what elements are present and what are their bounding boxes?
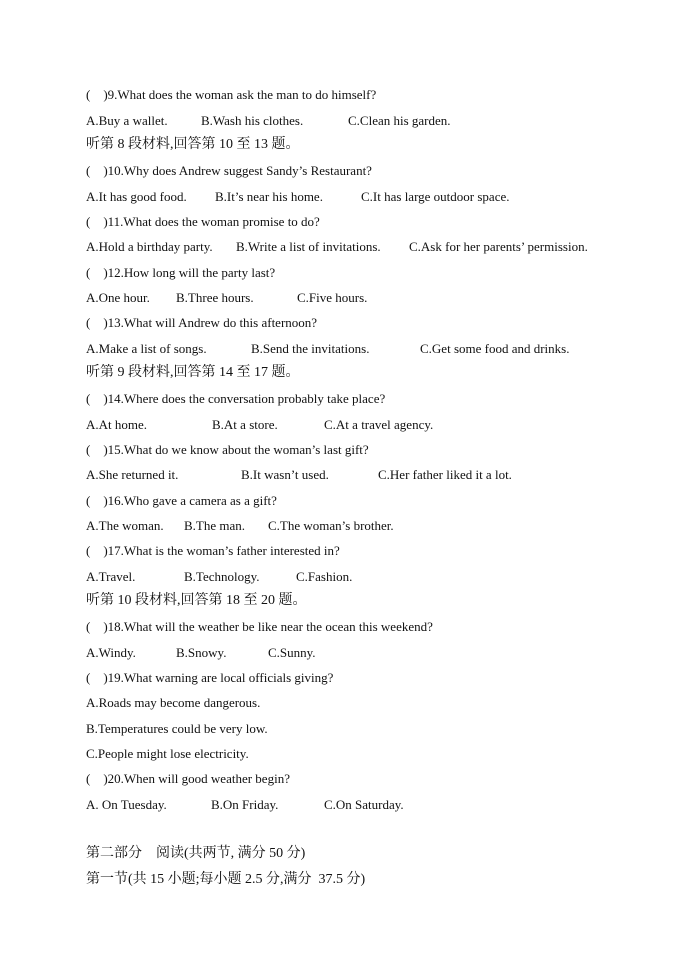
q9-option-c: C.Clean his garden.	[348, 113, 451, 128]
q14-option-b: B.At a store.	[212, 417, 278, 432]
question-9: ( )9.What does the woman ask the man to do himself?	[86, 87, 377, 102]
q20-option-b: B.On Friday.	[211, 797, 279, 812]
q10-option-a: A.It has good food.	[86, 189, 187, 204]
question-11: ( )11.What does the woman promise to do?	[86, 214, 320, 229]
q16-option-a: A.The woman.	[86, 518, 164, 533]
question-10: ( )10.Why does Andrew suggest Sandy’s Restaurant?	[86, 163, 372, 178]
question-19: ( )19.What warning are local officials giving?	[86, 670, 334, 685]
q17-option-b: B.Technology.	[184, 569, 260, 584]
q19-option-c: C.People might lose electricity.	[86, 746, 249, 761]
section-8-instruction: 听第 8 段材料,回答第 10 至 13 题。	[86, 137, 300, 152]
q9-option-b: B.Wash his clothes.	[201, 113, 304, 128]
q13-option-b: B.Send the invitations.	[251, 341, 370, 356]
question-12: ( )12.How long will the party last?	[86, 265, 276, 280]
q14-option-c: C.At a travel agency.	[324, 417, 434, 432]
q13-option-a: A.Make a list of songs.	[86, 341, 207, 356]
q15-option-c: C.Her father liked it a lot.	[378, 467, 512, 482]
q14-option-a: A.At home.	[86, 417, 148, 432]
part-2-section-1-heading: 第一节(共 15 小题;每小题 2.5 分,满分 37.5 分)	[86, 872, 366, 887]
section-10-instruction: 听第 10 段材料,回答第 18 至 20 题。	[86, 593, 307, 608]
question-20: ( )20.When will good weather begin?	[86, 771, 290, 786]
q15-option-b: B.It wasn’t used.	[241, 467, 329, 482]
q11-option-c: C.Ask for her parents’ permission.	[409, 239, 588, 254]
question-14: ( )14.Where does the conversation probably take place?	[86, 391, 386, 406]
q15-option-a: A.She returned it.	[86, 467, 179, 482]
question-18: ( )18.What will the weather be like near the ocean this weekend?	[86, 619, 433, 634]
question-13: ( )13.What will Andrew do this afternoon?	[86, 315, 318, 330]
q10-option-b: B.It’s near his home.	[215, 189, 323, 204]
q19-option-b: B.Temperatures could be very low.	[86, 721, 268, 736]
question-16: ( )16.Who gave a camera as a gift?	[86, 493, 277, 508]
q17-option-a: A.Travel.	[86, 569, 136, 584]
q12-option-b: B.Three hours.	[176, 290, 254, 305]
q17-option-c: C.Fashion.	[296, 569, 353, 584]
q20-option-c: C.On Saturday.	[324, 797, 404, 812]
part-2-heading: 第二部分 阅读(共两节, 满分 50 分)	[86, 846, 306, 861]
q12-option-a: A.One hour.	[86, 290, 150, 305]
q11-option-a: A.Hold a birthday party.	[86, 239, 213, 254]
q12-option-c: C.Five hours.	[297, 290, 368, 305]
section-9-instruction: 听第 9 段材料,回答第 14 至 17 题。	[86, 365, 300, 380]
q19-option-a: A.Roads may become dangerous.	[86, 695, 261, 710]
q16-option-b: B.The man.	[184, 518, 246, 533]
q18-option-c: C.Sunny.	[268, 645, 316, 660]
q20-option-a: A. On Tuesday.	[86, 797, 167, 812]
q9-option-a: A.Buy a wallet.	[86, 113, 168, 128]
q10-option-c: C.It has large outdoor space.	[361, 189, 510, 204]
q11-option-b: B.Write a list of invitations.	[236, 239, 381, 254]
q18-option-b: B.Snowy.	[176, 645, 227, 660]
q18-option-a: A.Windy.	[86, 645, 136, 660]
q13-option-c: C.Get some food and drinks.	[420, 341, 570, 356]
q16-option-c: C.The woman’s brother.	[268, 518, 394, 533]
question-15: ( )15.What do we know about the woman’s last gift?	[86, 442, 369, 457]
question-17: ( )17.What is the woman’s father interested in?	[86, 543, 340, 558]
